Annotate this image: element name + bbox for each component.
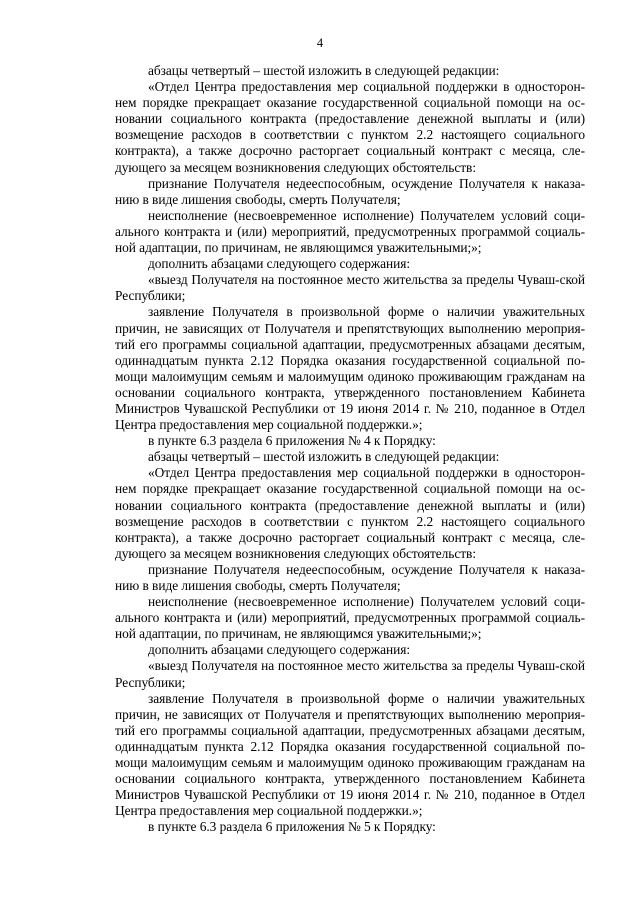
paragraph: дополнить абзацами следующего содержания: [148, 642, 411, 658]
paragraph: дополнить абзацами следующего содержания: [148, 256, 411, 272]
paragraph: неисполнение (несвоевременное исполнение) Получателем условий соци-ального контракта и (или) мероприятий, предусмотренных программой социаль-ной адаптации, по причинам, не являющимся уважительными;»; [115, 594, 585, 642]
paragraph: признание Получателя недееспособным, осуждение Получателя к наказа-нию в виде лишения свободы, смерть Получателя; [115, 175, 585, 207]
paragraph: абзацы четвертый – шестой изложить в следующей редакции: [148, 63, 500, 78]
paragraph: абзацы четвертый – шестой изложить в следующей редакции: [148, 449, 500, 465]
paragraph: в пункте 6.3 раздела 6 приложения № 5 к Порядку: [148, 819, 436, 835]
paragraph: «Отдел Центра предоставления мер социальной поддержки в односторон-нем порядке прекращает оказание государственной социальной помощи на ос-новании социального контракта (предоставление денежной выплаты и (или) возмещение расходов в соответствии с пунктом 2.2 настоящего социального контракта), а также досрочно расторгает социальный контракт с месяца, сле-дующего за месяцем возникновения следующих обстоятельств: [115, 465, 585, 561]
paragraph: в пункте 6.3 раздела 6 приложения № 4 к Порядку: [148, 433, 436, 449]
paragraph: «выезд Получателя на постоянное место жительства за пределы Чуваш-ской Республики; [115, 658, 585, 690]
page-number: 4 [316, 36, 324, 50]
paragraph: неисполнение (несвоевременное исполнение) Получателем условий соци-ального контракта и (или) мероприятий, предусмотренных программой социаль-ной адаптации, по причинам, не являющимся уважительными;»; [115, 207, 585, 256]
paragraph: заявление Получателя в произвольной форме о наличии уважительных причин, не зависящих от Получателя и препятствующих выполнению мероприя-тий его программы социальной адаптации, предусмотренных абзацами десятым, одиннадцатым пункта 2.12 Порядка оказания государственной социальной по-мощи малоимущим семьям и малоимущим одиноко проживающим гражданам на основании социального контракта, утвержденного постановлением Кабинета Министров Чувашской Республики от 19 июня 2014 г. № 210, поданное в Отдел Центра предоставления мер социальной поддержки.»; [115, 690, 585, 819]
paragraph: заявление Получателя в произвольной форме о наличии уважительных причин, не зависящих от Получателя и препятствующих выполнению мероприя-тий его программы социальной адаптации, предусмотренных абзацами десятым, одиннадцатым пункта 2.12 Порядка оказания государственной социальной по-мощи малоимущим семьям и малоимущим одиноко проживающим гражданам на основании социального контракта, утвержденного постановлением Кабинета Министров Чувашской Республики от 19 июня 2014 г. № 210, поданное в Отдел Центра предоставления мер социальной поддержки.»; [115, 304, 585, 433]
paragraph: «Отдел Центра предоставления мер социальной поддержки в односторон-нем порядке прекращает оказание государственной социальной помощи на ос-новании социального контракта (предоставление денежной выплаты и (или) возмещение расходов в соответствии с пунктом 2.2 настоящего социального контракта), а также досрочно расторгает социальный контракт с месяца, сле-дующего за месяцем возникновения следующих обстоятельств: [115, 79, 585, 175]
paragraph: признание Получателя недееспособным, осуждение Получателя к наказа-нию в виде лишения свободы, смерть Получателя; [115, 561, 585, 593]
paragraph: «выезд Получателя на постоянное место жительства за пределы Чуваш-ской Республики; [115, 272, 585, 304]
document-body [115, 63, 585, 836]
